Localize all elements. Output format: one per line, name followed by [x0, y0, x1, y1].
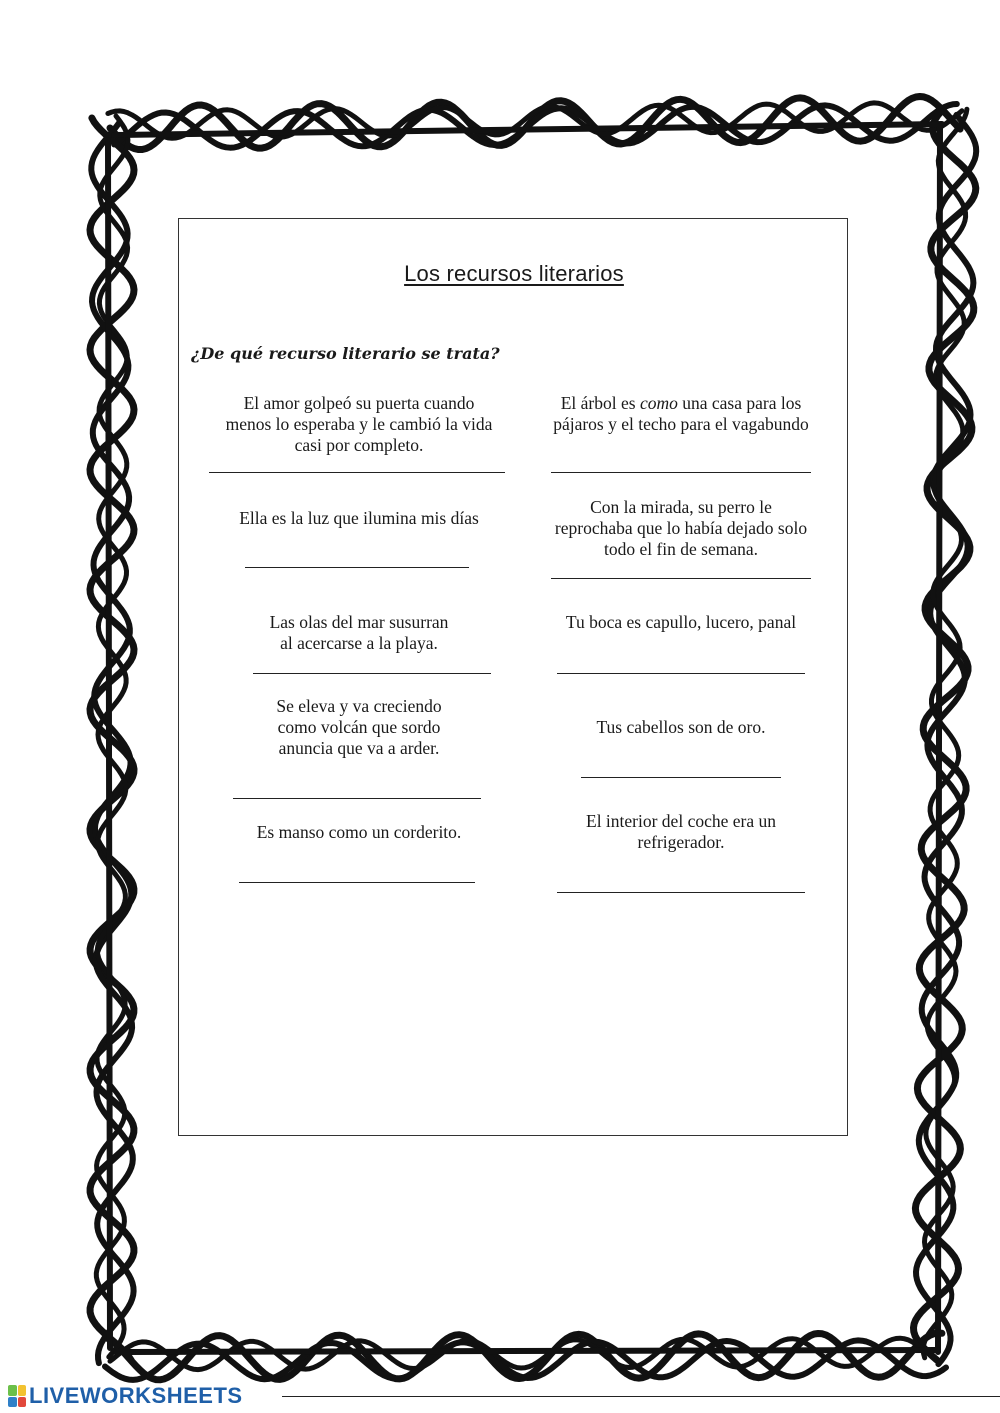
brand-name: LIVEWORKSHEETS — [29, 1383, 243, 1408]
exercise-item-3: Ella es la luz que ilumina mis días — [239, 508, 479, 528]
answer-blank-7[interactable] — [233, 798, 481, 799]
answer-blank-1[interactable] — [209, 472, 505, 473]
page-title: Los recursos literarios — [404, 261, 624, 286]
exercise-item-7: Se eleva y va creciendo como volcán que sordo anuncia que va a arder. — [276, 696, 442, 758]
answer-blank-9[interactable] — [239, 882, 475, 883]
exercise-item-8: Tus cabellos son de oro. — [596, 717, 766, 737]
answer-blank-10[interactable] — [557, 892, 805, 893]
liveworksheets-icon — [8, 1385, 26, 1407]
brand-logo[interactable] — [8, 1383, 243, 1409]
frame-stroke — [108, 1333, 942, 1380]
exercise-item-10: El interior del coche era un refrigerador. — [586, 811, 776, 852]
answer-blank-4[interactable] — [551, 578, 811, 579]
frame-stroke — [938, 126, 940, 1352]
exercise-item-9: Es manso como un corderito. — [256, 822, 462, 842]
answer-blank-5[interactable] — [253, 673, 491, 674]
answer-blank-2[interactable] — [551, 472, 811, 473]
exercise-item-4: Con la mirada, su perro le reprochaba que lo había dejado solo todo el fin de semana. — [554, 497, 808, 559]
frame-stroke — [116, 1350, 938, 1352]
exercise-item-5: Las olas del mar susurran al acercarse a la playa. — [269, 612, 449, 653]
frame-stroke — [916, 115, 976, 1364]
exercise-item-6: Tu boca es capullo, lucero, panal — [565, 612, 797, 632]
exercise-item-2: El árbol es como una casa para los pájaros y el techo para el vagabundo — [553, 393, 809, 434]
frame-stroke — [108, 140, 110, 1348]
worksheet-panel — [178, 218, 848, 1136]
question-heading: ¿De qué recurso literario se trata? — [191, 344, 500, 363]
footer-divider — [282, 1396, 1000, 1397]
answer-blank-6[interactable] — [557, 673, 805, 674]
answer-blank-3[interactable] — [245, 567, 469, 568]
exercise-item-1: El amor golpeó su puerta cuando menos lo esperaba y le cambió la vida casi por completo. — [225, 393, 493, 455]
answer-blank-8[interactable] — [581, 777, 781, 778]
